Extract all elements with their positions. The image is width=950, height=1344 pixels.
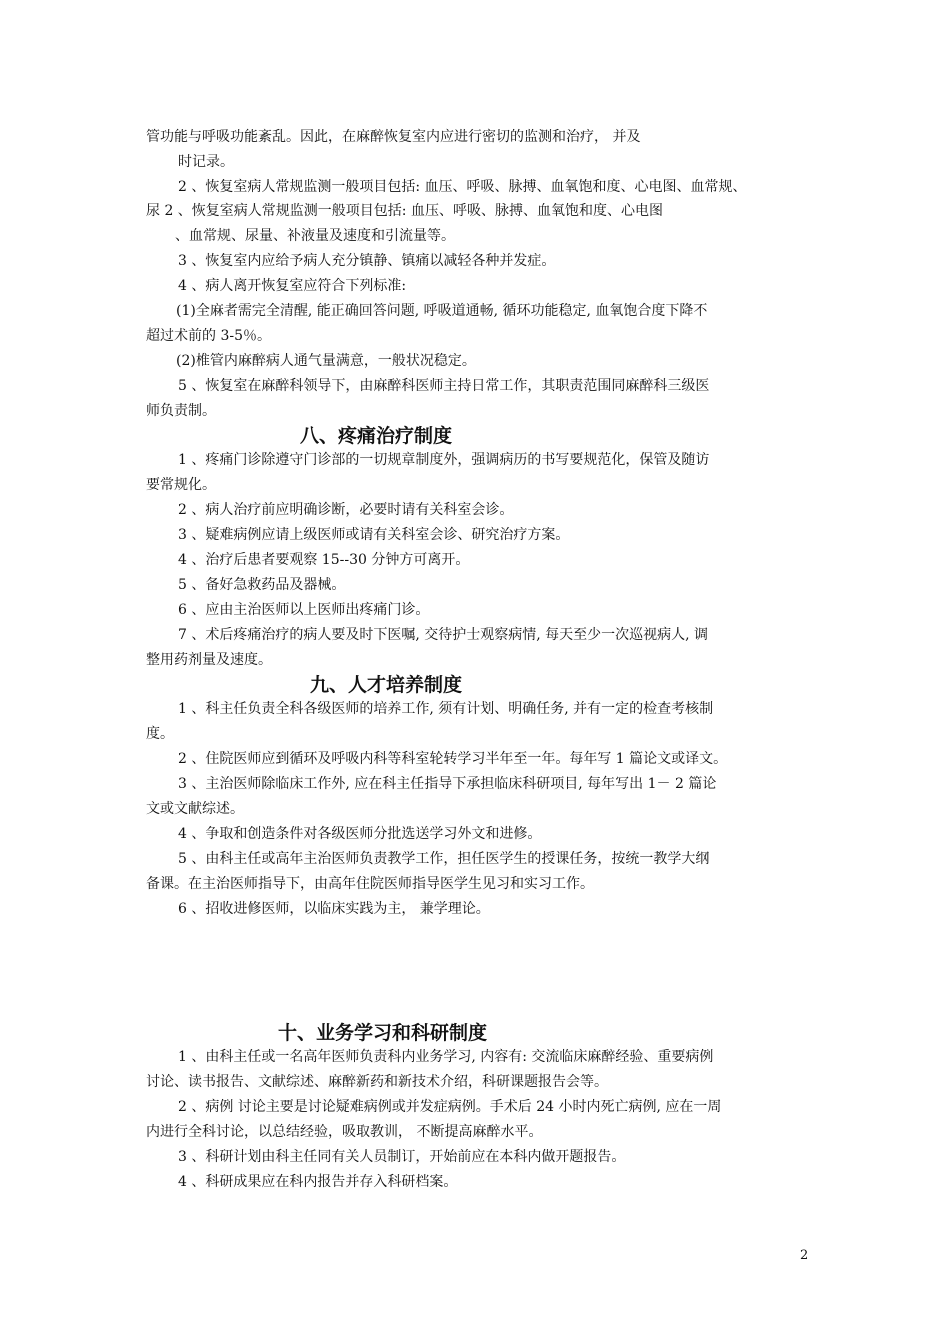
paragraph-line: 5 、恢复室在麻醉科领导下，由麻醉科医师主持日常工作，其职责范围同麻醉科三级医 — [178, 378, 710, 394]
paragraph-line: 5 、备好急救药品及器械。 — [178, 577, 346, 593]
paragraph-line: 4 、科研成果应在科内报告并存入科研档案。 — [178, 1174, 458, 1190]
paragraph-line: 备课。在主治医师指导下，由高年住院医师指导医学生见习和实习工作。 — [146, 876, 594, 892]
paragraph-line: 1 、科主任负责全科各级医师的培养工作, 须有计划、明确任务, 并有一定的检查考核制 — [178, 701, 714, 717]
paragraph-line: 2 、恢复室病人常规监测一般项目包括: 血压、呼吸、脉搏、血氧饱和度、心电图、血常规、 — [178, 179, 747, 195]
paragraph-line: 5 、由科主任或高年主治医师负责教学工作，担任医学生的授课任务，按统一教学大纲 — [178, 851, 710, 867]
paragraph-line: 3 、科研计划由科主任同有关人员制订，开始前应在本科内做开题报告。 — [178, 1149, 626, 1165]
paragraph-line: 2 、病人治疗前应明确诊断，必要时请有关科室会诊。 — [178, 502, 514, 518]
paragraph-line: 管功能与呼吸功能紊乱。因此，在麻醉恢复室内应进行密切的监测和治疗， 并及 — [146, 129, 641, 145]
paragraph-line: 4 、病人离开恢复室应符合下列标准: — [178, 278, 407, 294]
paragraph-line: 7 、术后疼痛治疗的病人要及时下医嘱, 交待护士观察病情, 每天至少一次巡视病人, 调 — [178, 627, 709, 643]
paragraph-line: 、血常规、尿量、补液量及速度和引流量等。 — [175, 228, 455, 244]
paragraph-line: 3 、疑难病例应请上级医师或请有关科室会诊、研究治疗方案。 — [178, 527, 570, 543]
paragraph-line: 1 、疼痛门诊除遵守门诊部的一切规章制度外，强调病历的书写要规范化，保管及随访 — [178, 452, 710, 468]
paragraph-line: 3 、恢复室内应给予病人充分镇静、镇痛以减轻各种并发症。 — [178, 253, 556, 269]
section-heading: 八、疼痛治疗制度 — [300, 425, 453, 447]
paragraph-line: (2)椎管内麻醉病人通气量满意，一般状况稳定。 — [176, 353, 476, 369]
paragraph-line: 文或文献综述。 — [146, 801, 244, 817]
paragraph-line: 1 、由科主任或一名高年医师负责科内业务学习, 内容有: 交流临床麻醉经验、重要病例 — [178, 1049, 714, 1065]
paragraph-line: (1)全麻者需完全清醒, 能正确回答问题, 呼吸道通畅, 循环功能稳定, 血氧饱合度下降不 — [176, 303, 708, 319]
paragraph-line: 整用药剂量及速度。 — [146, 652, 272, 668]
paragraph-line: 度。 — [146, 726, 174, 742]
paragraph-line: 内进行全科讨论，以总结经验，吸取教训， 不断提高麻醉水平。 — [146, 1124, 543, 1140]
paragraph-line: 3 、主治医师除临床工作外, 应在科主任指导下承担临床科研项目, 每年写出 1－ 2 篇论 — [178, 776, 717, 792]
paragraph-line: 讨论、读书报告、文献综述、麻醉新药和新技术介绍，科研课题报告会等。 — [146, 1074, 608, 1090]
paragraph-line: 6 、应由主治医师以上医师出疼痛门诊。 — [178, 602, 430, 618]
paragraph-line: 2 、病例 讨论主要是讨论疑难病例或并发症病例。手术后 24 小时内死亡病例, 应在一周 — [178, 1099, 722, 1115]
paragraph-line: 4 、治疗后患者要观察 15--30 分钟方可离开。 — [178, 552, 470, 568]
paragraph-line: 6 、招收进修医师，以临床实践为主， 兼学理论。 — [178, 901, 490, 917]
section-heading: 十、业务学习和科研制度 — [278, 1022, 488, 1044]
paragraph-line: 时记录。 — [178, 154, 234, 170]
paragraph-line: 4 、争取和创造条件对各级医师分批选送学习外文和进修。 — [178, 826, 542, 842]
section-heading: 九、人才培养制度 — [310, 674, 463, 696]
paragraph-line: 超过术前的 3-5％。 — [146, 328, 271, 344]
paragraph-line: 尿 2 、恢复室病人常规监测一般项目包括: 血压、呼吸、脉搏、血氧饱和度、心电图 — [146, 203, 663, 219]
page-number: 2 — [800, 1248, 809, 1263]
paragraph-line: 要常规化。 — [146, 477, 216, 493]
paragraph-line: 2 、住院医师应到循环及呼吸内科等科室轮转学习半年至一年。每年写 1 篇论文或译文。 — [178, 751, 728, 767]
paragraph-line: 师负责制。 — [146, 403, 216, 419]
